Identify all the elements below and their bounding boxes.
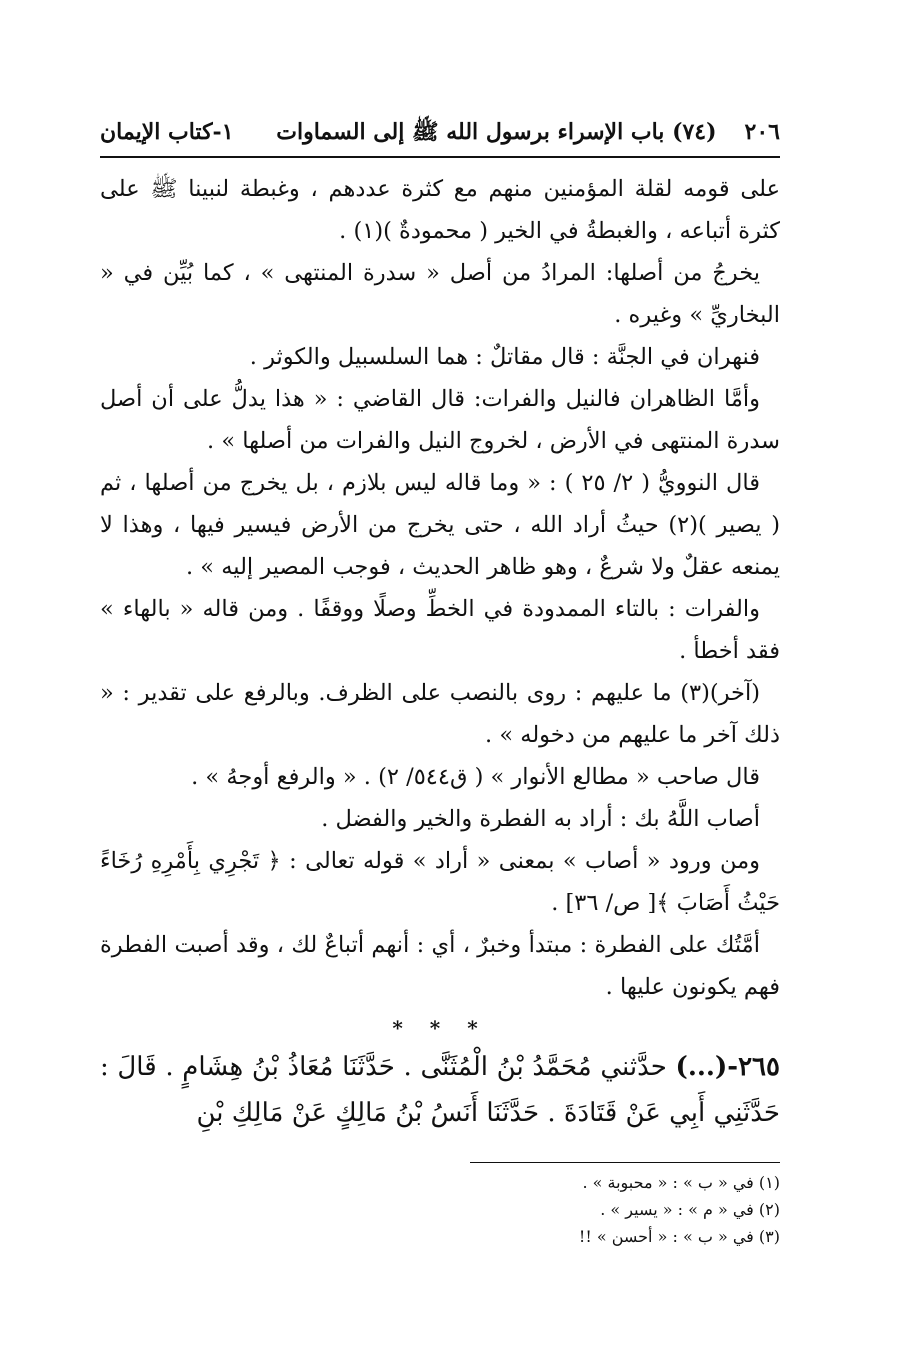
page-number: ٢٠٦ — [744, 119, 780, 145]
book-page — [100, 118, 780, 1250]
paragraph: ومن ورود « أصاب » بمعنى « أراد » قوله تعالى : ﴿ تَجْرِي بِأَمْرِهِ رُخَاءً حَيْثُ أَصَابَ ﴾[ ص/ ٣٦] . — [100, 848, 780, 916]
hadith-text-block — [100, 1044, 780, 1136]
paragraph: فنهران في الجنَّة : قال مقاتلٌ : هما السلسبيل والكوثر . — [249, 344, 760, 370]
section-separator: * * * — [392, 1016, 488, 1040]
paragraph: يخرجُ من أصلها: المرادُ من أصل « سدرة المنتهى » ، كما بُيِّن في « البخاريِّ » وغيره . — [100, 260, 780, 328]
paragraph: قال النوويُّ ( ٢/ ٢٥ ) : « وما قاله ليس بلازم ، بل يخرج من أصلها ، ثم ( يصير )(٢) حيثُ أراد الله ، حتى يخرج من الأرض فيسير فيها ، وهذا لا يمنعه عقلٌ ولا شرعٌ ، وهو ظاهر الحديث ، فوجب المصير إليه » . — [100, 470, 780, 580]
footnote: (١) في « ب » : « محبوبة » . — [582, 1173, 780, 1192]
paragraph: والفرات : بالتاء الممدودة في الخطِّ وصلًا ووقفًا . ومن قاله « بالهاء » فقد أخطأ . — [100, 596, 780, 664]
paragraph: أمَّتُك على الفطرة : مبتدأ وخبرٌ ، أي : أنهم أتباعٌ لك ، وقد أصبت الفطرة فهم يكونون عليها . — [100, 932, 780, 1000]
paragraph: (آخر)(٣) ما عليهم : روى بالنصب على الظرف. وبالرفع على تقدير : « ذلك آخر ما عليهم من دخوله » . — [100, 680, 780, 748]
hadith-chain: حدَّثني مُحَمَّدُ بْنُ الْمُثَنَّى . حَدَّثَنَا مُعَاذُ بْنُ هِشَامٍ . قَالَ : حَدَّثَنِي أَبِي عَنْ قَتَادَةَ . حَدَّثَنَا أَنَسُ بْنُ مَالِكٍ عَنْ مَالِكِ بْنِ — [100, 1052, 780, 1128]
footnote-divider — [470, 1162, 780, 1163]
paragraph: أصاب اللَّهُ بك : أراد به الفطرة والخير والفضل . — [321, 806, 760, 832]
footnote: (٢) في « م » : « يسير » . — [600, 1200, 780, 1219]
chapter-title: (٧٤) باب الإسراء برسول الله ﷺ إلى السماوات — [276, 119, 717, 145]
running-header — [100, 118, 780, 158]
paragraph: قال صاحب « مطالع الأنوار » ( ق٥٤٤/ ٢) . « والرفع أوجهُ » . — [191, 764, 760, 790]
paragraph: على قومه لقلة المؤمنين منهم مع كثرة عددهم ، وغبطة لنبينا ﷺ على كثرة أتباعه ، والغبطةُ في الخير ( محمودةٌ )(١) . — [100, 176, 780, 244]
paragraph: وأمَّا الظاهران فالنيل والفرات: قال القاضي : « هذا يدلُّ على أن أصل سدرة المنتهى في الأرض ، لخروج النيل والفرات من أصلها » . — [100, 386, 780, 454]
book-title: ١-كتاب الإيمان — [100, 119, 234, 145]
hadith-number: ٢٦٥-(...) — [675, 1052, 780, 1082]
commentary-body — [100, 168, 780, 1008]
footnotes — [100, 1169, 780, 1250]
footnote: (٣) في « ب » : « أحسن » !! — [578, 1227, 780, 1246]
